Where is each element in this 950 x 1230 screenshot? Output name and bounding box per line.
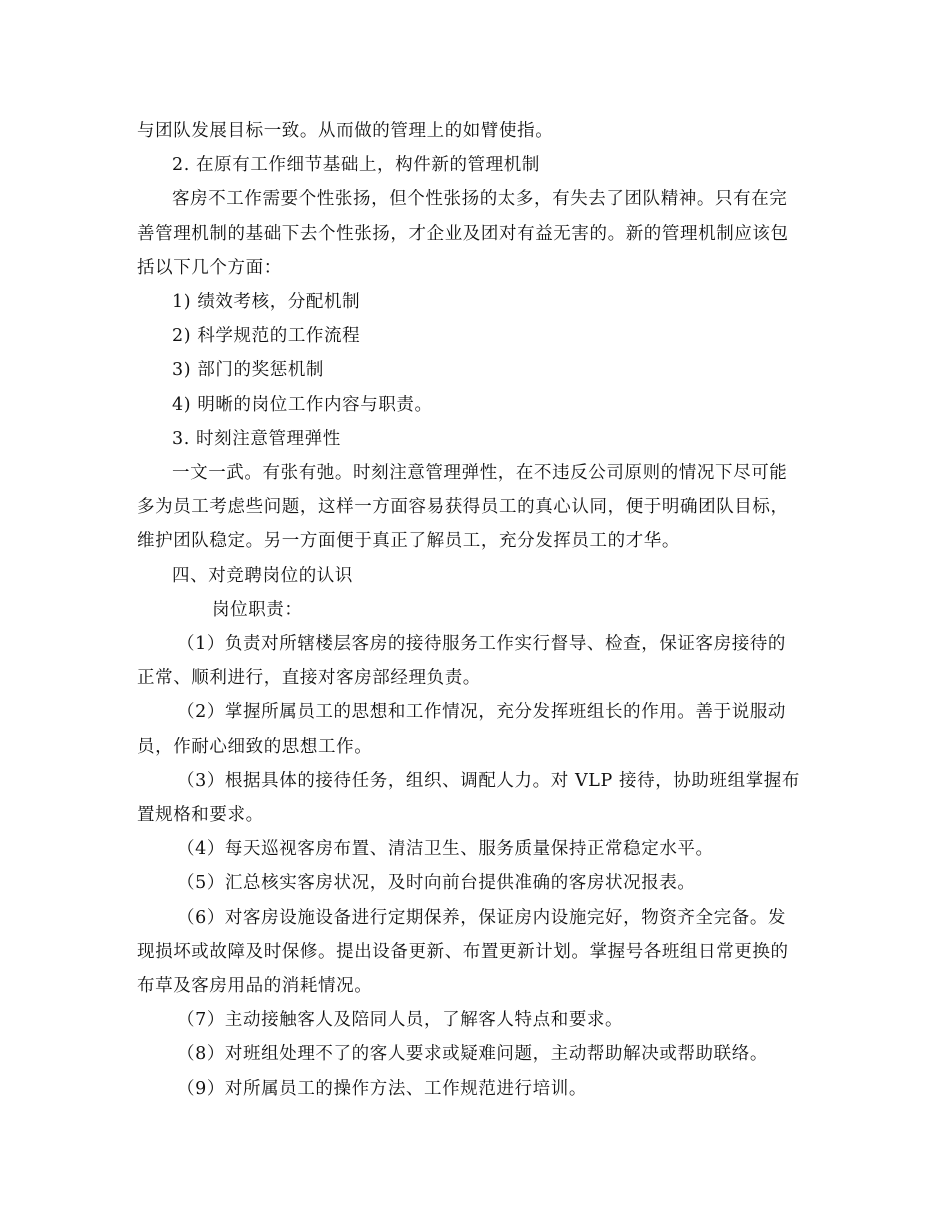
text-line: 置规格和要求。 [137,805,264,826]
section-heading: 2. 在原有工作细节基础上，构件新的管理机制 [172,155,540,176]
list-item: 4) 明晰的岗位工作内容与职责。 [172,394,433,415]
list-item: （2）掌握所属员工的思想和工作情况，充分发挥班组长的作用。善于说服动 [177,702,787,723]
list-item: （4）每天巡视客房布置、清洁卫生、服务质量保持正常稳定水平。 [177,839,714,860]
list-item: （7）主动接触客人及陪同人员，了解客人特点和要求。 [177,1010,624,1031]
section-heading: 四、对竞聘岗位的认识 [172,565,353,586]
subsection-heading: 岗位职责： [212,599,303,620]
list-item: 2) 科学规范的工作流程 [172,326,361,347]
list-item: （5）汇总核实客房状况，及时向前台提供准确的客房状况报表。 [177,873,696,894]
text-line: 维护团队稳定。另一方面便于真正了解员工，充分发挥员工的才华。 [137,531,680,552]
text-line: 善管理机制的基础下去个性张扬，才企业及团对有益无害的。新的管理机制应该包 [137,223,789,244]
text-line: 多为员工考虑些问题，这样一方面容易获得员工的真心认同，便于明确团队目标， [137,497,789,518]
list-item: （3）根据具体的接待任务，组织、调配人力。对 VLP 接待，协助班组掌握布 [177,770,800,791]
list-item: （9）对所属员工的操作方法、工作规范进行培训。 [177,1078,587,1099]
text-line: 括以下几个方面： [137,257,282,278]
list-item: （8）对班组处理不了的客人要求或疑难问题，主动帮助解决或帮助联络。 [177,1044,768,1065]
text-line: 一文一武。有张有弛。时刻注意管理弹性，在不违反公司原则的情况下尽可能 [172,463,788,484]
list-item: （1）负责对所辖楼层客房的接待服务工作实行督导、检查，保证客房接待的 [177,634,787,655]
text-line: 员，作耐心细致的思想工作。 [137,736,373,757]
text-line: 布草及客房用品的消耗情况。 [137,976,373,997]
text-line: 客房不工作需要个性张扬，但个性张扬的太多，有失去了团队精神。只有在完 [172,189,788,210]
text-line: 与团队发展目标一致。从而做的管理上的如臂使指。 [137,121,554,141]
section-heading: 3. 时刻注意管理弹性 [172,428,341,449]
list-item: 1) 绩效考核，分配机制 [172,292,361,313]
list-item: （6）对客房设施设备进行定期保养，保证房内设施完好，物资齐全完备。发 [177,907,787,928]
text-line: 正常、顺利进行，直接对客房部经理负责。 [137,668,481,689]
text-line: 现损坏或故障及时保修。提出设备更新、布置更新计划。掌握号各班组日常更换的 [137,941,789,962]
document-body [137,114,817,1106]
list-item: 3) 部门的奖惩机制 [172,360,325,381]
